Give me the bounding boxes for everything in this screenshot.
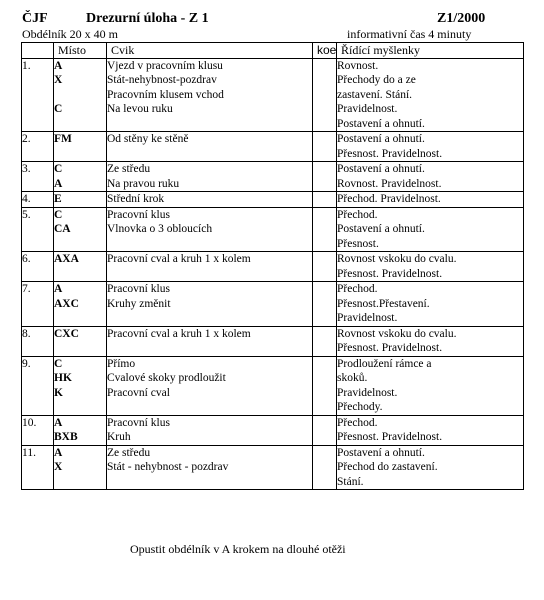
koe-cell [313,207,337,252]
task-line: Stát - nehybnost - pozdrav [107,461,229,473]
note-line: Postavení a ohnutí. [337,117,425,130]
note-cell [337,326,524,356]
note-line: Přechod. [337,283,378,295]
place-line [54,117,106,132]
note-cell [337,192,524,208]
place-cell [54,252,107,282]
koe-cell [313,326,337,356]
task-line: Pracovním klusem vchod [107,88,224,101]
col-koe: koe [313,43,337,59]
note-cell [337,58,524,132]
table-row [22,132,524,162]
task-cell [107,162,313,192]
note-line: Rovnost vskoku do cvalu. [337,327,457,340]
test-code: Z1/2000 [437,11,486,26]
note-cell [337,445,524,490]
place-cell [54,207,107,252]
note-line: Rovnost vskoku do cvalu. [337,253,457,265]
task-line: Pracovní klus [107,416,170,429]
table-row [22,356,524,415]
row-number: 6. [22,252,54,282]
org-name: ČJF [22,11,48,26]
task-cell [107,58,313,132]
note-cell [337,207,524,252]
task-cell [107,282,313,327]
row-number: 5. [22,207,54,252]
task-cell [107,132,313,162]
task-cell [107,252,313,282]
row-number: 8. [22,326,54,356]
note-line: Pravidelnost. [337,386,398,399]
table-row [22,207,524,252]
koe-cell [313,356,337,415]
note-line: Přechod. [337,416,378,429]
task-cell [107,207,313,252]
note-line: Přechody do a ze [337,74,416,86]
place-line: C [54,357,63,370]
place-cell [54,326,107,356]
note-cell [337,282,524,327]
place-cell [54,415,107,445]
note-line: Přesnost. [337,237,379,250]
note-cell [337,356,524,415]
task-line: Stát-nehybnost-pozdrav [107,74,217,86]
place-line: AXA [54,253,79,265]
place-cell [54,192,107,208]
note-line: Přesnost. Pravidelnost. [337,147,443,160]
task-line: Vjezd v pracovním klusu [107,59,223,72]
task-line: Na pravou ruku [107,177,180,190]
place-line: A [54,59,63,72]
task-cell [107,356,313,415]
koe-cell [313,132,337,162]
table-row [22,192,524,208]
task-line: Střední krok [107,193,165,205]
place-line [54,88,106,103]
koe-cell [313,445,337,490]
note-line: Postavení a ohnutí. [337,133,425,145]
task-line: Kruhy změnit [107,297,171,310]
table-body [22,58,524,490]
place-line: C [54,103,63,115]
table-row [22,162,524,192]
place-cell [54,356,107,415]
table-header-row [22,43,524,59]
task-line: Pracovní cval a kruh 1 x kolem [107,253,251,265]
row-number: 11. [22,445,54,490]
task-line: Ze středu [107,446,151,459]
note-cell [337,252,524,282]
place-line: E [54,193,62,205]
task-line: Vlnovka o 3 obloucích [107,223,213,235]
task-line: Cvalové skoky prodloužit [107,372,226,384]
arena-size: Obdélník 20 x 40 m [22,27,118,41]
footer-note: Opustit obdélník v A krokem na dlouhé otěži [130,542,346,556]
note-line: Přesnost. Pravidelnost. [337,431,443,443]
place-line: CA [54,223,71,235]
task-cell [107,326,313,356]
task-line: Na levou ruku [107,103,173,115]
row-number: 10. [22,415,54,445]
note-cell [337,162,524,192]
note-line: Přesnost. Pravidelnost. [337,267,443,280]
place-cell [54,58,107,132]
row-number: 4. [22,192,54,208]
koe-cell [313,58,337,132]
note-line: zastavení. Stání. [337,88,413,101]
task-cell [107,415,313,445]
place-line: HK [54,372,72,384]
row-number: 9. [22,356,54,415]
place-line: A [54,416,63,429]
place-line: X [54,461,63,473]
task-line: Ze středu [107,163,151,175]
task-line: Přímo [107,357,136,370]
note-line: Stání. [337,475,364,488]
koe-cell [313,282,337,327]
table-row [22,415,524,445]
place-line: K [54,386,63,399]
place-line: C [54,163,63,175]
table-row [22,58,524,132]
koe-cell [313,162,337,192]
place-cell [54,132,107,162]
task-line [107,117,312,132]
task-line: Pracovní cval [107,386,170,399]
koe-cell [313,192,337,208]
time-info: informativní čas 4 minuty [347,27,472,41]
note-line: Přesnost.Přestavení. [337,297,430,310]
note-line: Pravidelnost. [337,103,398,115]
col-notes: Řídící myšlenky [337,43,524,59]
place-line: A [54,446,63,459]
note-line: Přesnost. Pravidelnost. [337,342,443,354]
row-number: 7. [22,282,54,327]
koe-cell [313,252,337,282]
note-cell [337,132,524,162]
task-line: Pracovní cval a kruh 1 x kolem [107,327,251,340]
note-line: Pravidelnost. [337,312,398,324]
place-line: CXC [54,327,79,340]
task-line: Kruh [107,431,131,443]
task-line: Pracovní klus [107,208,170,221]
place-line: X [54,74,63,86]
note-line: skoků. [337,372,368,384]
koe-cell [313,415,337,445]
note-line: Přechody. [337,401,383,413]
table-row [22,445,524,490]
table-row [22,252,524,282]
note-line: Postavení a ohnutí. [337,446,425,459]
dressage-test-table [21,42,524,490]
place-cell [54,445,107,490]
note-line: Postavení a ohnutí. [337,223,425,235]
note-line: Rovnost. [337,59,379,72]
place-line: C [54,208,63,221]
col-place: Místo [54,43,107,59]
row-number: 1. [22,58,54,132]
note-line: Prodloužení rámce a [337,357,432,370]
row-number: 3. [22,162,54,192]
note-line: Přechod. Pravidelnost. [337,193,441,205]
task-cell [107,192,313,208]
col-task: Cvik [107,43,313,59]
place-line: BXB [54,431,78,443]
place-cell [54,162,107,192]
place-cell [54,282,107,327]
row-number: 2. [22,132,54,162]
task-line: Od stěny ke stěně [107,133,189,145]
table-row [22,282,524,327]
place-line: FM [54,133,72,145]
task-cell [107,445,313,490]
note-line: Přechod do zastavení. [337,461,438,473]
place-line: A [54,177,63,190]
table-row [22,326,524,356]
note-line: Postavení a ohnutí. [337,163,425,175]
note-line: Přechod. [337,208,378,221]
place-line: A [54,283,63,295]
note-cell [337,415,524,445]
document-title: Drezurní úloha - Z 1 [86,11,209,26]
note-line: Rovnost. Pravidelnost. [337,177,442,190]
place-line: AXC [54,297,79,310]
col-num [22,43,54,59]
task-line: Pracovní klus [107,283,170,295]
